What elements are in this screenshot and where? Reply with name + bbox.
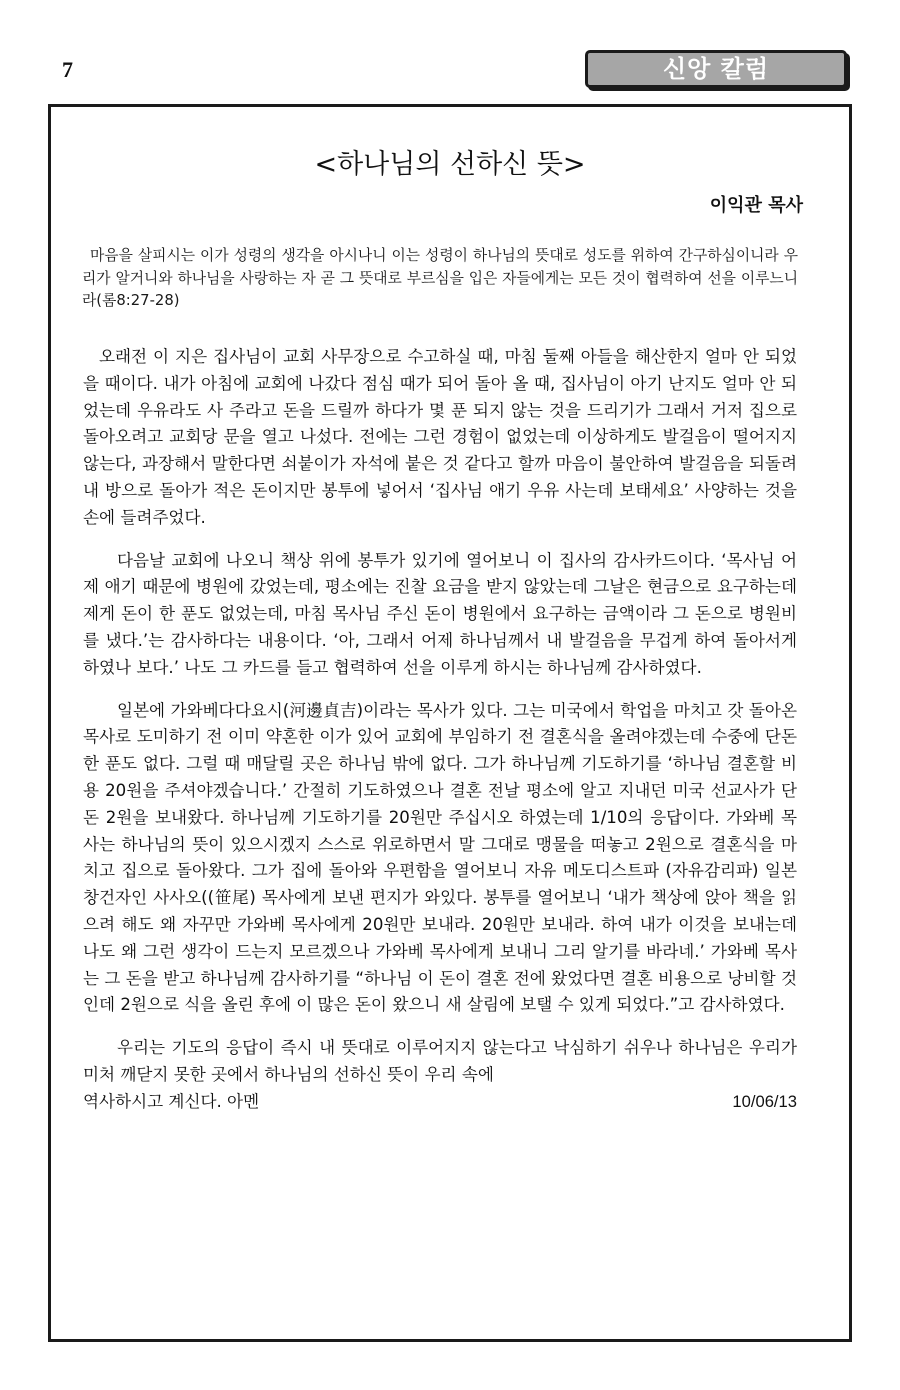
section-label: 신앙 칼럼: [662, 55, 770, 83]
article-body: [83, 344, 797, 1116]
article-date: 10/06/13: [732, 1091, 797, 1111]
closing-line: [83, 1089, 797, 1116]
paragraph-1: 오래전 이 지은 집사님이 교회 사무장으로 수고하실 때, 마침 둘째 아들을 해산한지 얼마 안 되었을 때이다. 내가 아침에 교회에 나갔다 점심 때가 되어 돌아 올 때, 집사님이 아기 난지도 얼마 안 되었는데 우유라도 사 주라고 돈을 드릴까 하다가 몇 푼 되지 않는 것을 드리기가 그래서 거저 집으로 돌아오려고 교회당 문을 열고 나섰다. 전에는 그런 경험이 없었는데 이상하게도 발걸음이 떨어지지 않는다, 과장해서 말한다면 쇠붙이가 자석에 붙은 것 같다고 할까 마음이 불안하여 발걸음을 되돌려 내 방으로 돌아가 적은 돈이지만 봉투에 넣어서 ‘집사님 애기 우유 사는데 보태세요’ 사양하는 것을 손에 들려주었다.: [83, 347, 797, 527]
section-tab: [585, 50, 847, 88]
closing-paragraph: [83, 1035, 797, 1115]
page-number: 7: [62, 57, 73, 82]
paragraph-3: 일본에 가와베다다요시(河邊貞吉)이라는 목사가 있다. 그는 미국에서 학업을 마치고 갓 돌아온 목사로 도미하기 전 이미 약혼한 이가 있어 교회에 부임하기 전 결혼식을 올려야겠는데 수중에 단돈 한 푼도 없다. 그럴 때 매달릴 곳은 하나님 밖에 없다. 그가 하나님께 기도하기를 ‘하나님 결혼할 비용 20원을 주셔야겠습니다.’ 간절히 기도하였으나 결혼 전날 평소에 알고 지내던 미국 선교사가 단돈 2원을 보내왔다. 하나님께 기도하기를 20원만 주십시오 하였는데 1/10의 응답이다. 가와베 목사는 하나님의 뜻이 있으시겠지 스스로 위로하면서 말 그대로 맹물을 떠놓고 2원으로 결혼식을 마치고 집으로 돌아왔다. 그가 집에 돌아와 우편함을 열어보니 자유 메도디스트파 (자유감리파) 일본 창건자인 사사오((笹尾) 목사에게 보낸 편지가 와있다. 봉투를 열어보니 ‘내가 책상에 앉아 책을 읽으려 해도 왜 자꾸만 가와베 목사에게 20원만 보내라. 20원만 보내라. 하여 내가 이것을 보내는데 나도 왜 그런 생각이 드는지 모르겠으나 가와베 목사에게 보내니 그리 알기를 바라네.’ 가와베 목사는 그 돈을 받고 하나님께 감사하기를 “하나님 이 돈이 결혼 전에 왔었다면 결혼 비용으로 낭비할 것인데 2원으로 식을 올린 후에 이 많은 돈이 왔으니 새 살림에 보탤 수 있게 되었다.”고 감사하였다.: [83, 700, 797, 1015]
article-author: 이익관 목사: [709, 195, 803, 216]
closing-text: 역사하시고 계신다. 아멘: [83, 1091, 260, 1111]
article-frame: [48, 104, 852, 1342]
paragraph-2: 다음날 교회에 나오니 책상 위에 봉투가 있기에 열어보니 이 집사의 감사카드이다. ‘목사님 어제 애기 때문에 병원에 갔었는데, 평소에는 진찰 요금을 받지 않았는데 그날은 현금으로 요구하는데 제게 돈이 한 푼도 없었는데, 마침 목사님 주신 돈이 병원에서 요구하는 금액이라 그 돈으로 병원비를 냈다.’는 감사하다는 내용이다. ‘아, 그래서 어제 하나님께서 내 발걸음을 무겁게 하여 돌아서게 하였나 보다.’ 나도 그 카드를 들고 협력하여 선을 이루게 하시는 하나님께 감사하였다.: [83, 550, 797, 677]
scripture-verse: 마음을 살피시는 이가 성령의 생각을 아시나니 이는 성령이 하나님의 뜻대로 성도를 위하여 간구하심이니라 우리가 알거니와 하나님을 사랑하는 자 곧 그 뜻대로 부르심을 입은 자들에게는 모든 것이 협력하여 선을 이루느니라(롬8:27-28): [82, 247, 798, 309]
article-title: <하나님의 선하신 뜻>: [314, 149, 586, 180]
paragraph-4: 우리는 기도의 응답이 즉시 내 뜻대로 이루어지지 않는다고 낙심하기 쉬우나 하나님은 우리가 미처 깨닫지 못한 곳에서 하나님의 선하신 뜻이 우리 속에: [83, 1038, 797, 1084]
